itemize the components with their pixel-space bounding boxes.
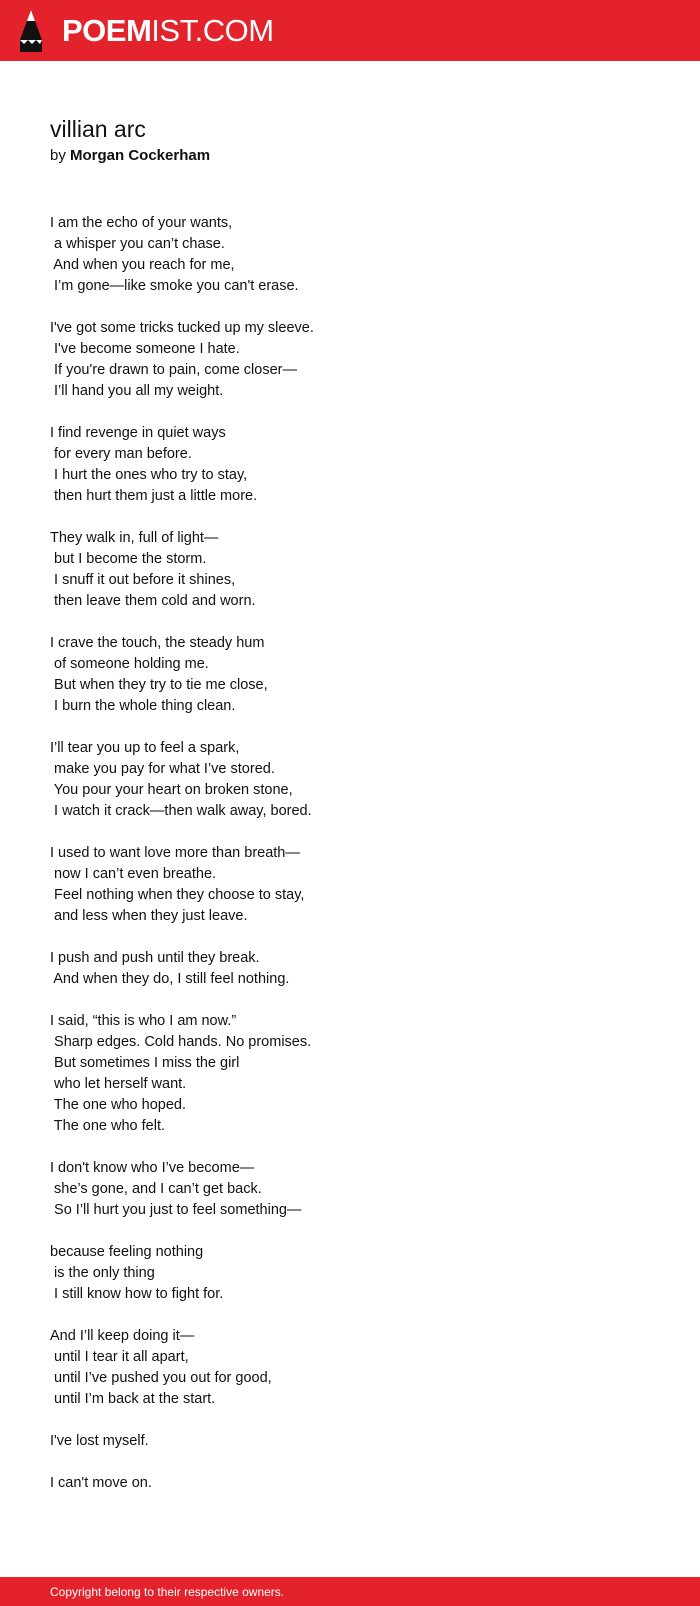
poem-line: is the only thing xyxy=(50,1265,155,1281)
poem-line: I hurt the ones who try to stay, xyxy=(50,467,248,483)
poem-line: So I’ll hurt you just to feel something— xyxy=(50,1202,302,1218)
poem-line: I crave the touch, the steady hum xyxy=(50,635,265,651)
poem-stanza xyxy=(50,1158,650,1221)
poem-line: but I become the storm. xyxy=(50,551,207,567)
logo-bold-text: POEM xyxy=(62,13,152,48)
poem-line: she’s gone, and I can’t get back. xyxy=(50,1181,262,1197)
poem-line: I used to want love more than breath— xyxy=(50,845,300,861)
poem-line: You pour your heart on broken stone, xyxy=(50,782,293,798)
poem-line: I can't move on. xyxy=(50,1475,152,1491)
site-footer xyxy=(0,1577,700,1606)
poem-line: I don't know who I’ve become— xyxy=(50,1160,255,1176)
poem-line: who let herself want. xyxy=(50,1076,187,1092)
poem-line: Feel nothing when they choose to stay, xyxy=(50,887,305,903)
by-label: by xyxy=(50,147,66,164)
poem-title: villian arc xyxy=(50,116,146,142)
poem-line: for every man before. xyxy=(50,446,192,462)
author-name: Morgan Cockerham xyxy=(70,147,211,164)
poem-body xyxy=(50,213,650,1494)
poem-stanza xyxy=(50,948,650,990)
poem-line: and less when they just leave. xyxy=(50,908,248,924)
poem-line: But sometimes I miss the girl xyxy=(50,1055,240,1071)
poem-line: If you're drawn to pain, come closer— xyxy=(50,362,297,378)
poem-line: then hurt them just a little more. xyxy=(50,488,258,504)
poem-line: I've lost myself. xyxy=(50,1433,149,1449)
poem-line: I’ll tear you up to feel a spark, xyxy=(50,740,240,756)
poem-line: until I’ve pushed you out for good, xyxy=(50,1370,272,1386)
poem-line: And when you reach for me, xyxy=(50,257,235,273)
site-logo[interactable] xyxy=(62,14,274,48)
poem-line: I find revenge in quiet ways xyxy=(50,425,226,441)
poem-stanza xyxy=(50,843,650,927)
poem-line: I've got some tricks tucked up my sleeve. xyxy=(50,320,314,336)
poem-stanza xyxy=(50,1473,650,1494)
pencil-tip-icon[interactable] xyxy=(18,10,44,52)
poem-stanza xyxy=(50,1011,650,1137)
poem-line: until I tear it all apart, xyxy=(50,1349,189,1365)
poem-line: a whisper you can’t chase. xyxy=(50,236,225,252)
poem-line: I burn the whole thing clean. xyxy=(50,698,236,714)
poem-line: I am the echo of your wants, xyxy=(50,215,233,231)
poem-line: I've become someone I hate. xyxy=(50,341,240,357)
poem-line: make you pay for what I’ve stored. xyxy=(50,761,275,777)
byline xyxy=(50,146,650,166)
site-header xyxy=(0,0,700,61)
logo-light-text: IST.COM xyxy=(151,13,274,48)
poem-stanza xyxy=(50,1242,650,1305)
poem-stanza xyxy=(50,423,650,507)
poem-line: I said, “this is who I am now.” xyxy=(50,1013,237,1029)
poem-stanza xyxy=(50,213,650,297)
poem-line: because feeling nothing xyxy=(50,1244,204,1260)
poem-line: But when they try to tie me close, xyxy=(50,677,268,693)
poem-line: And I’ll keep doing it— xyxy=(50,1328,195,1344)
poem-line: And when they do, I still feel nothing. xyxy=(50,971,290,987)
poem-line: I push and push until they break. xyxy=(50,950,260,966)
poem-line: The one who felt. xyxy=(50,1118,166,1134)
poem-line: then leave them cold and worn. xyxy=(50,593,256,609)
poem-line: now I can’t even breathe. xyxy=(50,866,217,882)
poem-line: I’m gone—like smoke you can't erase. xyxy=(50,278,299,294)
poem-line: Sharp edges. Cold hands. No promises. xyxy=(50,1034,312,1050)
poem-line: I watch it crack—then walk away, bored. xyxy=(50,803,312,819)
poem-line: I snuff it out before it shines, xyxy=(50,572,236,588)
poem-stanza xyxy=(50,738,650,822)
poem-line: The one who hoped. xyxy=(50,1097,186,1113)
poem-stanza xyxy=(50,318,650,402)
poem-stanza xyxy=(50,1326,650,1410)
poem-stanza xyxy=(50,528,650,612)
poem-line: They walk in, full of light— xyxy=(50,530,219,546)
poem-stanza xyxy=(50,633,650,717)
poem-line: of someone holding me. xyxy=(50,656,209,672)
poem-line: until I’m back at the start. xyxy=(50,1391,216,1407)
poem-container xyxy=(50,114,650,1515)
footer-copyright: Copyright belong to their respective owners. xyxy=(50,1585,285,1599)
poem-stanza xyxy=(50,1431,650,1452)
poem-line: I still know how to fight for. xyxy=(50,1286,224,1302)
poem-line: I’ll hand you all my weight. xyxy=(50,383,224,399)
